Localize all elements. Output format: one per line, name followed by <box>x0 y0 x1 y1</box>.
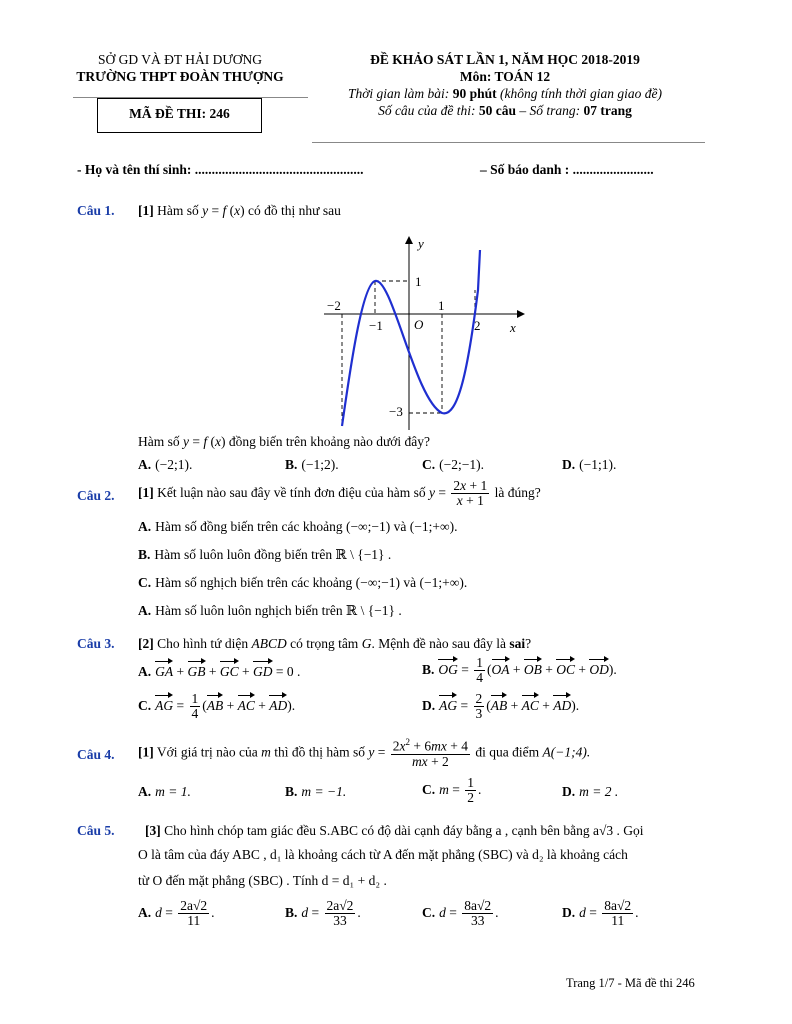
tick-label-x-2: 2 <box>474 318 481 333</box>
question-5-line-1: [3] Cho hình chóp tam giác đều S.ABC có độ dài cạnh đáy bằng a , cạnh bên bằng a√3 . Gọi <box>145 823 644 838</box>
question-4-label: Câu 4. <box>77 747 115 762</box>
tick-label-y-neg3: −3 <box>389 404 403 419</box>
tick-label-x-neg1: −1 <box>369 318 383 333</box>
axis-label-x: x <box>510 320 516 335</box>
q4-option-a[interactable]: A. m = 1. <box>138 784 191 799</box>
q2-option-b[interactable]: B. Hàm số luôn luôn đồng biến trên ℝ \ {−1} . <box>138 547 392 562</box>
tick-label-x-neg2: −2 <box>327 298 341 313</box>
question-5-label: Câu 5. <box>77 823 115 838</box>
question-1-stem: [1] Hàm số y = f (x) có đồ thị như sau <box>138 203 341 218</box>
exam-subject: Môn: TOÁN 12 <box>459 69 551 84</box>
student-name-field: - Họ và tên thí sinh: .................................................. <box>77 162 364 177</box>
question-5-line-3: từ O đến mặt phẳng (SBC) . Tính d = d₁ + d₂ . <box>138 873 387 888</box>
question-1-graph <box>320 230 525 430</box>
tick-label-x-1: 1 <box>438 298 445 313</box>
question-3-label: Câu 3. <box>77 636 115 651</box>
q5-option-c[interactable]: C. d = $\frac{8a√2}{33}$ . <box>422 898 499 929</box>
q4-option-d[interactable]: D. m = 2 . <box>562 784 619 799</box>
exam-count: Số câu của đề thi: 50 câu – Số trang: 07 trang <box>378 103 632 118</box>
q1-option-d[interactable]: D. (−1;1). <box>562 457 617 472</box>
axis-label-y: y <box>418 236 424 251</box>
question-1-label: Câu 1. <box>77 203 115 218</box>
x-axis-arrow <box>517 310 525 318</box>
question-2-stem: [1] Kết luận nào sau đây về tính đơn điệu của hàm số y = $\frac{2x + 1}{x + 1}$ là đúng? <box>138 478 541 509</box>
q3-option-b[interactable]: B. OG = $\frac{1}{4}$ (OA + OB + OC + OD). <box>422 655 617 686</box>
tick-label-y-1: 1 <box>415 274 422 289</box>
question-1-follow: Hàm số y = f (x) đồng biến trên khoảng nào dưới đây? <box>138 434 431 449</box>
exam-time: Thời gian làm bài: 90 phút (không tính thời gian giao đề) <box>347 86 663 101</box>
q2-option-c[interactable]: C. Hàm số nghịch biến trên các khoảng (−∞;−1) và (−1;+∞). <box>138 575 468 590</box>
exam-title: ĐỀ KHẢO SÁT LẦN 1, NĂM HỌC 2018-2019 <box>370 52 640 67</box>
q3-option-a[interactable]: A. GA + GB + GC + GD = 0 . <box>138 661 300 680</box>
q2-function-fraction: $\frac{2x + 1}{x + 1}$ <box>453 478 488 509</box>
student-id-field: – Số báo danh : ........................ <box>480 162 654 177</box>
q5-option-d[interactable]: D. d = $\frac{8a√2}{11}$ . <box>562 898 639 929</box>
y-axis-arrow <box>405 236 413 244</box>
question-5-line-2: O là tâm của đáy ABC , d₁ là khoảng cách từ A đến mặt phẳng (SBC) và d₂ là khoảng cách <box>138 847 628 862</box>
question-2-label: Câu 2. <box>77 488 115 503</box>
q1-option-a[interactable]: A. (−2;1). <box>138 457 193 472</box>
q4-function-fraction: $\frac{2x^2 + 6mx + 4}{mx + 2}$ <box>392 737 468 769</box>
q5-option-a[interactable]: A. d = $\frac{2a√2}{11}$ . <box>138 898 215 929</box>
exam-code: MÃ ĐỀ THI: 246 <box>129 106 230 121</box>
q3-option-d[interactable]: D. AG = $\frac{2}{3}$ (AB + AC + AD). <box>422 691 580 722</box>
header-divider-right <box>312 142 705 143</box>
q4-option-b[interactable]: B. m = −1. <box>285 784 347 799</box>
q2-option-d[interactable]: A. Hàm số luôn luôn nghịch biến trên ℝ \ {−1} . <box>138 603 402 618</box>
q1-option-c[interactable]: C. (−2;−1). <box>422 457 484 472</box>
question-4-stem: [1] Với giá trị nào của m thì đồ thị hàm số y = $\frac{2x^2 + 6mx + 4}{mx + 2}$ đi qua điểm A(−1;4). <box>138 737 591 769</box>
dept-name: SỞ GD VÀ ĐT HẢI DƯƠNG <box>97 52 263 67</box>
page-footer: Trang 1/7 - Mã đề thi 246 <box>566 976 695 990</box>
q5-option-b[interactable]: B. d = $\frac{2a√2}{33}$ . <box>285 898 361 929</box>
q4-option-c[interactable]: C. m = $\frac{1}{2}$ . <box>422 775 482 806</box>
q1-option-b[interactable]: B. (−1;2). <box>285 457 339 472</box>
question-3-stem: [2] Cho hình tứ diện ABCD có trọng tâm G. Mệnh đề nào sau đây là sai? <box>138 636 532 651</box>
q3-option-c[interactable]: C. AG = $\frac{1}{4}$ (AB + AC + AD). <box>138 691 296 722</box>
function-curve <box>342 250 480 426</box>
origin-label: O <box>414 317 424 332</box>
q2-option-a[interactable]: A. Hàm số đồng biến trên các khoảng (−∞;−1) và (−1;+∞). <box>138 519 458 534</box>
school-name: TRƯỜNG THPT ĐOÀN THƯỢNG <box>76 69 284 84</box>
